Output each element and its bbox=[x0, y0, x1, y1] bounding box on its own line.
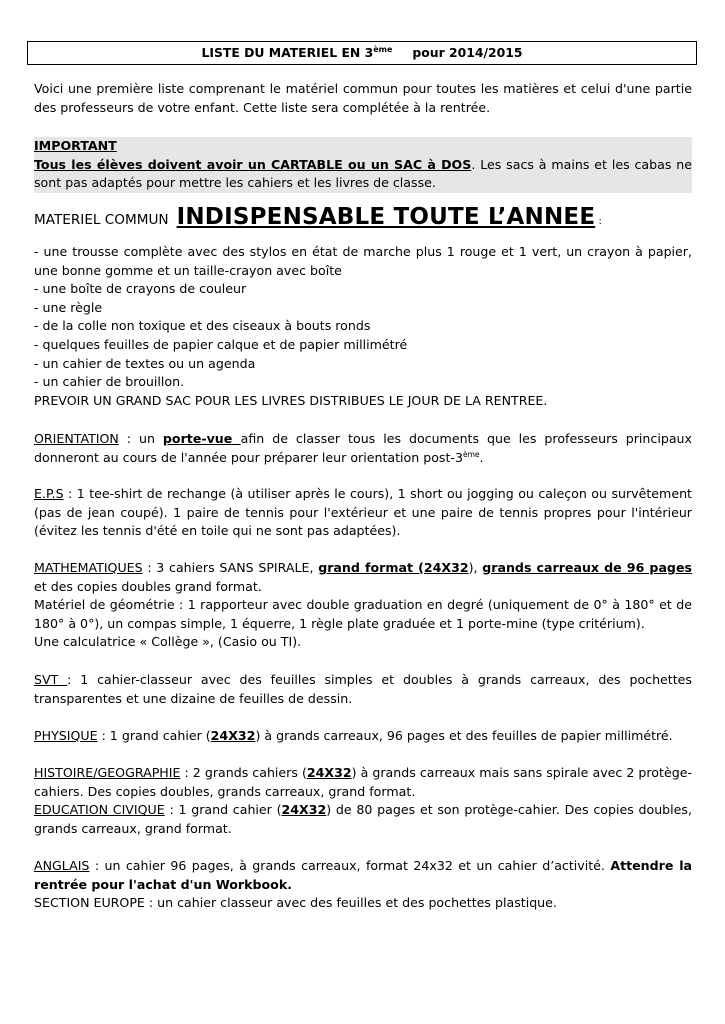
important-heading: IMPORTANT bbox=[34, 138, 117, 153]
important-box bbox=[34, 137, 692, 193]
maths-label: MATHEMATIQUES bbox=[34, 560, 143, 575]
list-item: - de la colle non toxique et des ciseaux à bouts ronds bbox=[34, 318, 371, 334]
svt-text: : 1 cahier-classeur avec des feuilles simples et doubles à grands carreaux, des pochettes transparentes et une dizaine de feuilles de dessin. bbox=[34, 672, 692, 706]
anglais-label: ANGLAIS bbox=[34, 858, 90, 873]
materiel-commun-emphasis: INDISPENSABLE TOUTE L’ANNEE bbox=[176, 204, 596, 230]
eps-text: : 1 tee-shirt de rechange (à utiliser après le cours), 1 short ou jogging ou caleçon ou survêtement (pas de jean coupé). 1 paire de tennis pour l'extérieur et une paire de tennis propres pour l'intérieur (évitez les tennis d'été en toile qui ne sont pas adaptées). bbox=[34, 486, 692, 539]
materiel-commun-list bbox=[34, 243, 692, 410]
orientation-bold: porte-vue bbox=[162, 431, 241, 446]
list-item: - une trousse complète avec des stylos en état de marche plus 1 rouge et 1 vert, un crayon à papier, une bonne gomme et un taille-crayon avec boîte bbox=[34, 244, 692, 278]
civique-text: EDUCATION CIVIQUE : 1 grand cahier (24X32) de 80 pages et son protège-cahier. Des copies doubles, grands carreaux, grand format. bbox=[34, 802, 692, 836]
important-rest: . Les sacs à mains et les cabas ne sont pas adaptés pour mettre les cahiers et les livres de classe. bbox=[34, 156, 693, 191]
list-item: - une boîte de crayons de couleur bbox=[34, 281, 247, 297]
title-year: pour 2014/2015 bbox=[412, 45, 523, 60]
list-item: - quelques feuilles de papier calque et de papier millimétré bbox=[34, 336, 408, 352]
title-prefix: LISTE DU MATERIEL EN 3 bbox=[201, 45, 374, 60]
materiel-commun-heading bbox=[34, 204, 694, 232]
svt-label: SVT bbox=[34, 672, 68, 687]
anglais-section bbox=[34, 857, 692, 913]
physique-label: PHYSIQUE bbox=[34, 728, 98, 743]
eps-label: E.P.S bbox=[34, 486, 64, 501]
materiel-commun-label: MATERIEL COMMUN bbox=[34, 212, 169, 228]
histoire-label: HISTOIRE/GEOGRAPHIE bbox=[34, 765, 181, 780]
orientation-text: afin de classer tous les documents que les professeurs principaux donneront au cours de l'année pour préparer leur orientation post-3 bbox=[34, 431, 692, 465]
orientation-label: ORIENTATION bbox=[34, 431, 119, 446]
svt-section bbox=[34, 671, 692, 708]
intro-paragraph: Voici une première liste comprenant le matériel commun pour toutes les matières et celui d'une partie des professeurs de votre enfant. Cette liste sera complétée à la rentrée. bbox=[34, 81, 692, 115]
important-text bbox=[34, 156, 692, 193]
physique-section: PHYSIQUE : 1 grand cahier (24X32) à grands carreaux, 96 pages et des feuilles de papier millimétré. bbox=[34, 728, 673, 743]
title-sup: ème bbox=[373, 44, 393, 54]
histoire-section bbox=[34, 764, 692, 838]
orientation-section: ORIENTATION : un porte-vue afin de classer tous les documents que les professeurs principaux donneront au cours de l'année pour préparer leur orientation post-3ème. bbox=[34, 431, 692, 465]
materiel-commun-colon: : bbox=[595, 216, 602, 227]
list-item: - un cahier de brouillon. bbox=[34, 374, 185, 390]
list-item: - une règle bbox=[34, 299, 103, 315]
maths-geometry: Matériel de géométrie : 1 rapporteur avec double graduation en degré (uniquement de 0° à 180° et de 180° à 0°), un compas simple, 1 équerre, 1 règle plate graduée et 1 porte-mine (type critérium). bbox=[34, 597, 692, 631]
maths-section bbox=[34, 559, 692, 652]
materiel-commun-note: PREVOIR UN GRAND SAC POUR LES LIVRES DISTRIBUES LE JOUR DE LA RENTREE. bbox=[34, 392, 548, 408]
list-item: - un cahier de textes ou un agenda bbox=[34, 355, 256, 371]
anglais-text: ANGLAIS : un cahier 96 pages, à grands carreaux, format 24x32 et un cahier d’activité. Attendre la rentrée pour l'achat d'un Workbook. bbox=[34, 858, 693, 892]
maths-main: MATHEMATIQUES : 3 cahiers SANS SPIRALE, grand format (24X32), grands carreaux de 96 pages et des copies doubles grand format. bbox=[34, 560, 692, 594]
section-europe: SECTION EUROPE : un cahier classeur avec des feuilles et des pochettes plastique. bbox=[34, 895, 557, 911]
page-title bbox=[27, 41, 697, 65]
maths-calc: Une calculatrice « Collège », (Casio ou TI). bbox=[34, 634, 302, 650]
civique-label: EDUCATION CIVIQUE bbox=[34, 802, 165, 818]
eps-section bbox=[34, 485, 692, 541]
important-bold: Tous les élèves doivent avoir un CARTABLE ou un SAC à DOS bbox=[34, 156, 472, 172]
histoire-text: HISTOIRE/GEOGRAPHIE : 2 grands cahiers (24X32) à grands carreaux mais sans spirale avec 2 protège-cahiers. Des copies doubles, grands carreaux, grand format. bbox=[34, 765, 692, 799]
